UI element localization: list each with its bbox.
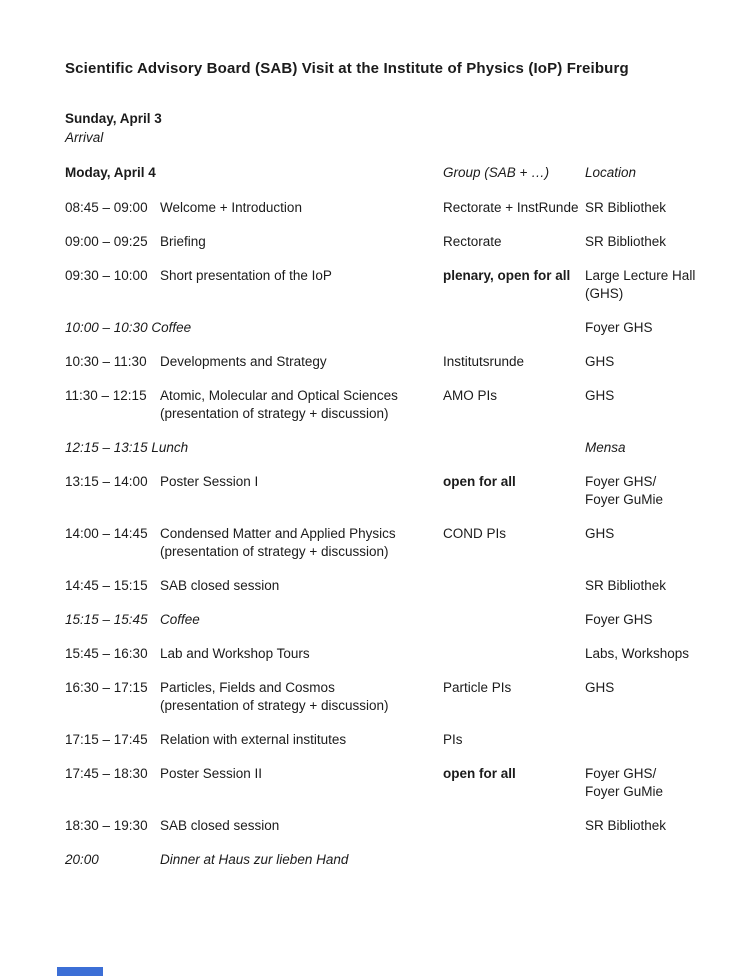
session-title-cell: Atomic, Molecular and Optical Sciences (presentation of strategy + discussion): [160, 388, 398, 421]
location-cell: GHS: [585, 526, 615, 541]
group-cell: [443, 851, 585, 869]
group-cell: Particle PIs: [443, 680, 512, 695]
schedule-row: [65, 731, 710, 749]
location-cell: SR Bibliothek: [585, 818, 667, 833]
time-cell: 09:00 – 09:25: [65, 234, 148, 249]
sunday-note: Arrival: [65, 130, 104, 145]
group-column-header: Group (SAB + …): [443, 165, 550, 180]
schedule-row: [65, 851, 710, 869]
location-cell: SR Bibliothek: [585, 234, 667, 249]
time-cell: 15:45 – 16:30: [65, 646, 148, 661]
schedule-row: [65, 233, 710, 251]
schedule-row: [65, 473, 710, 509]
time-cell: 20:00: [65, 852, 99, 867]
group-cell: plenary, open for all: [443, 268, 571, 283]
location-cell: SR Bibliothek: [585, 200, 667, 215]
group-cell: [443, 577, 585, 595]
time-cell: 14:00 – 14:45: [65, 526, 148, 541]
monday-heading: Moday, April 4: [65, 165, 156, 180]
sunday-heading: Sunday, April 3: [65, 111, 162, 126]
monday-header-row: [65, 164, 710, 182]
location-cell: GHS: [585, 354, 615, 369]
location-cell: SR Bibliothek: [585, 578, 667, 593]
time-cell: 08:45 – 09:00: [65, 200, 148, 215]
location-cell: Foyer GHS/ Foyer GuMie: [585, 766, 664, 799]
location-cell: Foyer GHS/ Foyer GuMie: [585, 474, 664, 507]
time-cell: 09:30 – 10:00: [65, 268, 148, 283]
session-title-cell: Dinner at Haus zur lieben Hand: [160, 852, 349, 867]
time-cell: 10:30 – 11:30: [65, 354, 147, 369]
schedule-rows: [65, 199, 710, 869]
schedule-row: [65, 353, 710, 371]
time-cell: 17:45 – 18:30: [65, 766, 148, 781]
schedule-row: [65, 199, 710, 217]
location-cell: [585, 851, 710, 869]
session-title-cell: Developments and Strategy: [160, 354, 327, 369]
session-title-cell: Poster Session II: [160, 766, 263, 781]
time-title-cell: 10:00 – 10:30 Coffee: [65, 320, 192, 335]
time-cell: 16:30 – 17:15: [65, 680, 148, 695]
schedule-row: [65, 525, 710, 561]
location-cell: GHS: [585, 680, 615, 695]
document-title: Scientific Advisory Board (SAB) Visit at the Institute of Physics (IoP) Freiburg: [65, 60, 629, 77]
session-title-cell: Coffee: [160, 612, 200, 627]
schedule-row: [65, 611, 710, 629]
group-cell: Rectorate: [443, 234, 502, 249]
time-cell: 15:15 – 15:45: [65, 612, 148, 627]
group-cell: open for all: [443, 766, 516, 781]
group-cell: [443, 611, 585, 629]
session-title-cell: Condensed Matter and Applied Physics (presentation of strategy + discussion): [160, 526, 396, 559]
time-cell: 18:30 – 19:30: [65, 818, 148, 833]
group-cell: [443, 319, 585, 337]
session-title-cell: Poster Session I: [160, 474, 259, 489]
schedule-row: [65, 817, 710, 835]
location-cell: Mensa: [585, 440, 626, 455]
location-cell: Foyer GHS: [585, 320, 653, 335]
session-title-cell: Short presentation of the IoP: [160, 268, 332, 283]
group-cell: Institutsrunde: [443, 354, 525, 369]
group-cell: [443, 439, 585, 457]
group-cell: PIs: [443, 732, 463, 747]
group-cell: [443, 645, 585, 663]
session-title-cell: SAB closed session: [160, 578, 280, 593]
time-cell: 14:45 – 15:15: [65, 578, 148, 593]
schedule-row: [65, 645, 710, 663]
session-title-cell: Lab and Workshop Tours: [160, 646, 310, 661]
location-cell: Labs, Workshops: [585, 646, 690, 661]
group-cell: [443, 817, 585, 835]
location-column-header: Location: [585, 165, 637, 180]
session-title-cell: Particles, Fields and Cosmos (presentation of strategy + discussion): [160, 680, 389, 713]
group-cell: AMO PIs: [443, 388, 498, 403]
schedule-row: [65, 439, 710, 457]
session-title-cell: Relation with external institutes: [160, 732, 347, 747]
location-cell: GHS: [585, 388, 615, 403]
session-title-cell: SAB closed session: [160, 818, 280, 833]
session-title-cell: Briefing: [160, 234, 206, 249]
session-title-cell: Welcome + Introduction: [160, 200, 302, 215]
group-cell: COND PIs: [443, 526, 507, 541]
time-title-cell: 12:15 – 13:15 Lunch: [65, 440, 189, 455]
location-cell: Large Lecture Hall (GHS): [585, 268, 696, 301]
group-cell: Rectorate + InstRunde: [443, 200, 579, 215]
schedule-row: [65, 267, 710, 303]
time-cell: 11:30 – 12:15: [65, 388, 147, 403]
time-cell: 17:15 – 17:45: [65, 732, 148, 747]
next-page-blue-bar: [57, 967, 103, 976]
location-cell: Foyer GHS: [585, 612, 653, 627]
group-cell: open for all: [443, 474, 516, 489]
time-cell: 13:15 – 14:00: [65, 474, 148, 489]
schedule-row: [65, 679, 710, 715]
schedule-row: [65, 765, 710, 801]
schedule-row: [65, 387, 710, 423]
sunday-section: [65, 109, 710, 147]
schedule-row: [65, 577, 710, 595]
schedule-row: [65, 319, 710, 337]
location-cell: [585, 731, 710, 749]
